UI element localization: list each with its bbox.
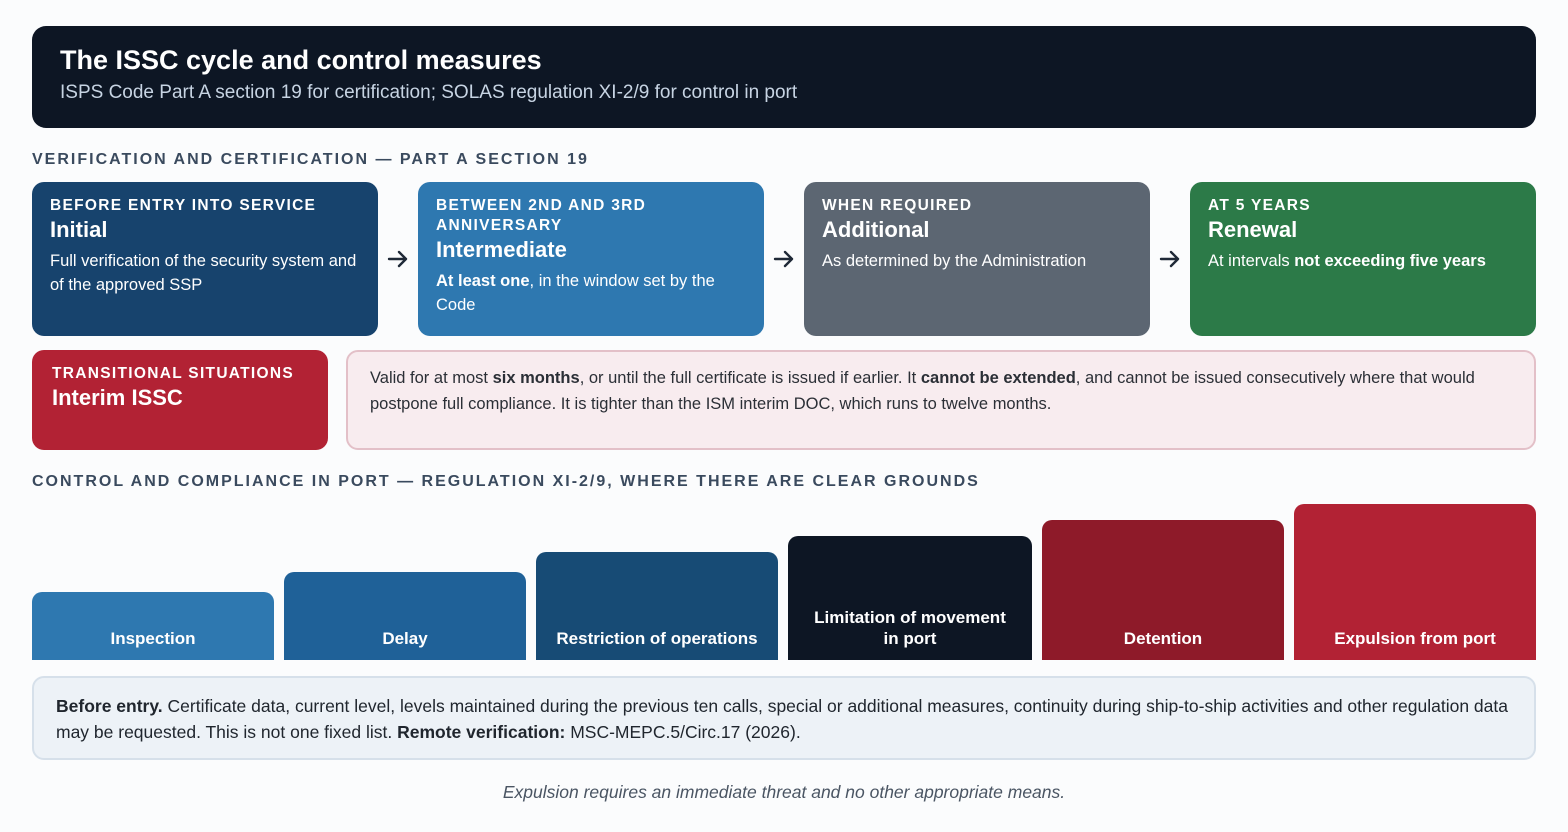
measure-limitation-of-movement <box>788 536 1032 660</box>
stage-name: Intermediate <box>436 237 567 262</box>
stage-description-text: , in the window set by the Code <box>436 272 715 314</box>
stage-when: BEFORE ENTRY INTO SERVICE <box>50 197 317 214</box>
note-bold: Before entry. <box>56 696 163 716</box>
note-text: Certificate data, current level, levels maintained during the previous ten calls, special or additional measures, continuity during ship-to-ship activities and other regulation data may be requested. This is not one fixed list. <box>56 696 1508 742</box>
note-bold: six months <box>492 369 580 387</box>
stage-when: BETWEEN 2ND AND 3RD ANNIVERSARY <box>436 197 647 234</box>
measure-detention <box>1042 520 1284 660</box>
stage-description: As determined by the Administration <box>822 252 1087 270</box>
before-entry-note <box>32 676 1536 760</box>
stage-additional <box>804 182 1150 336</box>
arrow-right-icon <box>1150 244 1190 274</box>
stage-renewal <box>1190 182 1536 336</box>
measure-restriction-of-operations <box>536 552 778 660</box>
stage-description-text: At intervals <box>1208 252 1295 270</box>
stage-description <box>1208 249 1518 273</box>
interim-note <box>346 350 1536 450</box>
measure-label: Inspection <box>110 629 196 648</box>
arrow-right-icon <box>764 244 804 274</box>
stage-intermediate <box>418 182 764 336</box>
measure-label: Detention <box>1123 629 1203 648</box>
stage-description-bold: At least one <box>436 272 530 290</box>
page-subtitle: ISPS Code Part A section 19 for certification; SOLAS regulation XI-2/9 for control in port <box>60 82 798 103</box>
interim-when: TRANSITIONAL SITUATIONS <box>52 365 295 382</box>
stage-description-bold: not exceeding five years <box>1294 252 1486 270</box>
note-text: , or until the full certificate is issued if earlier. It <box>579 369 921 387</box>
stage-description <box>436 269 746 317</box>
measure-label: Restriction of operations <box>556 629 758 648</box>
measure-expulsion-from-port <box>1294 504 1536 660</box>
note-bold: Remote verification: <box>397 722 566 742</box>
stage-description: Full verification of the security system and of the approved SSP <box>50 252 357 294</box>
measure-delay <box>284 572 526 660</box>
measure-label: Limitation of movement in port <box>814 608 1006 648</box>
stage-when: AT 5 YEARS <box>1208 197 1311 214</box>
stage-initial <box>32 182 378 336</box>
measure-label: Delay <box>382 629 428 648</box>
footnote: Expulsion requires an immediate threat and no other appropriate means. <box>502 782 1066 802</box>
interim-issc-box <box>32 350 328 450</box>
measure-label: Expulsion from port <box>1334 629 1496 648</box>
note-bold: cannot be extended <box>920 369 1076 387</box>
stage-name: Renewal <box>1208 217 1298 242</box>
stage-name: Additional <box>822 217 930 242</box>
stage-when: WHEN REQUIRED <box>822 197 973 214</box>
note-text: Valid for at most <box>370 369 493 387</box>
arrow-right-icon <box>378 244 418 274</box>
verification-heading: VERIFICATION AND CERTIFICATION — PART A SECTION 19 <box>32 151 589 168</box>
measure-inspection <box>32 592 274 660</box>
interim-name: Interim ISSC <box>52 385 183 410</box>
stage-name: Initial <box>50 217 108 242</box>
header-banner <box>32 26 1536 128</box>
note-text: MSC-MEPC.5/Circ.17 (2026). <box>565 722 801 742</box>
page-title: The ISSC cycle and control measures <box>60 45 542 75</box>
control-heading: CONTROL AND COMPLIANCE IN PORT — REGULATION XI-2/9, WHERE THERE ARE CLEAR GROUNDS <box>32 473 980 490</box>
note-text: , and cannot be issued consecutively where that would postpone full compliance. It is tighter than the ISM interim DOC, which runs to twelve months. <box>370 369 1475 413</box>
